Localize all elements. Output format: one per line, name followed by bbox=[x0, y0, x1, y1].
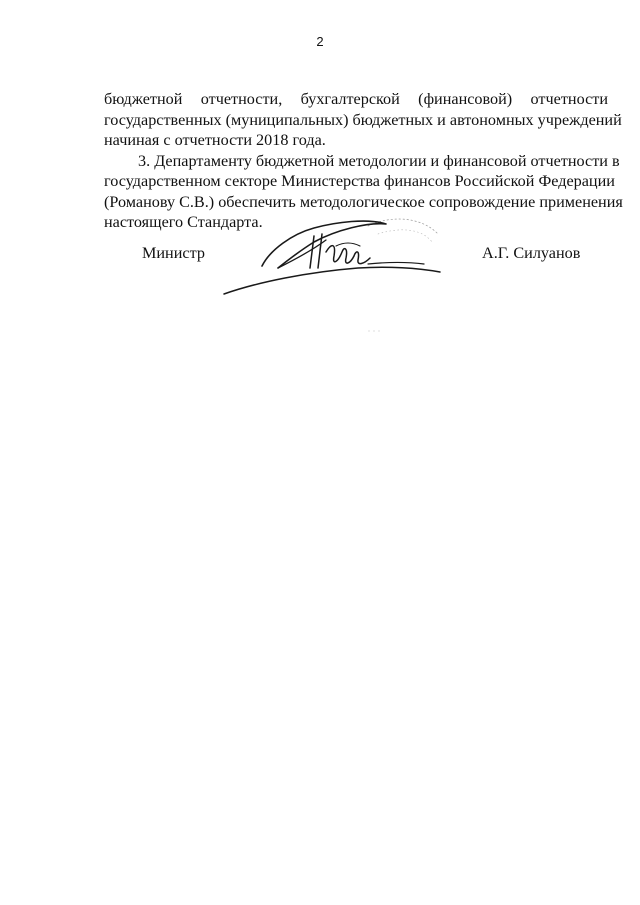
signer-title: Министр bbox=[142, 244, 205, 262]
handwritten-signature-icon bbox=[218, 212, 458, 302]
paragraph-continuation bbox=[104, 89, 622, 151]
signer-name: А.Г. Силуанов bbox=[482, 244, 581, 262]
text-line: государственном секторе Министерства финансов Российской Федерации bbox=[104, 172, 615, 190]
text-line: государственных (муниципальных) бюджетных и автономных учреждений bbox=[104, 110, 622, 129]
text-line: 3. Департаменту бюджетной методологии и финансовой отчетности в bbox=[138, 151, 620, 170]
page-number: 2 bbox=[316, 34, 324, 49]
text-line: настоящего Стандарта. bbox=[104, 213, 263, 231]
page-bottom-edge bbox=[0, 899, 640, 905]
text-line: (Романову С.В.) обеспечить методологическое сопровождение применения bbox=[104, 192, 623, 211]
text-line: начиная с отчетности 2018 года. bbox=[104, 131, 326, 149]
document-body bbox=[104, 89, 623, 233]
scan-artifact bbox=[368, 329, 382, 333]
text-line: бюджетной отчетности, бухгалтерской (финансовой) отчетности bbox=[104, 90, 608, 108]
signature-block bbox=[0, 238, 640, 318]
